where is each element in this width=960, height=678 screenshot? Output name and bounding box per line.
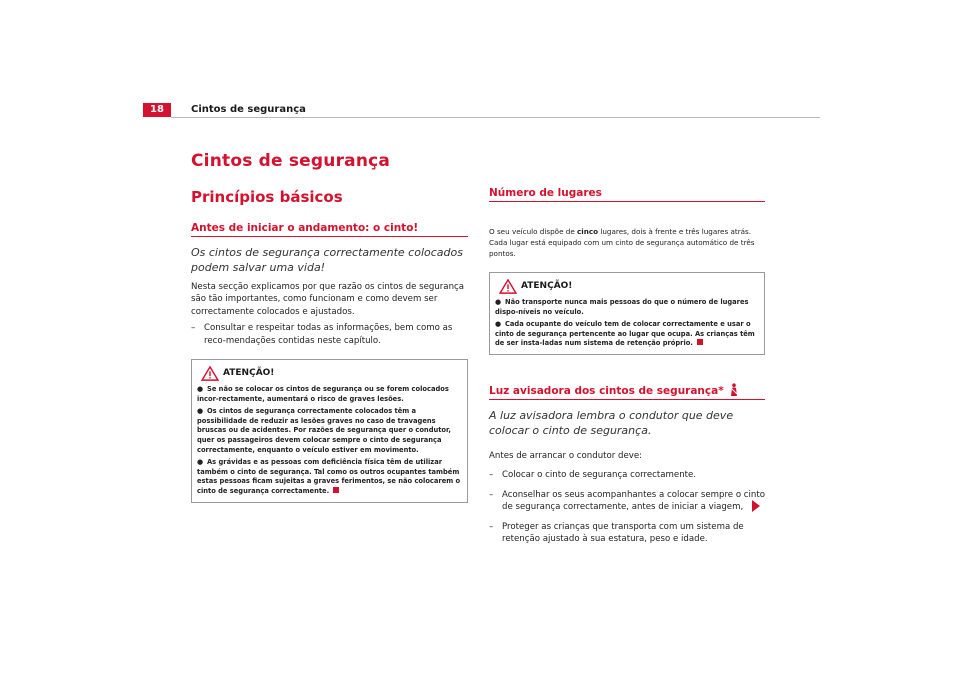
warning-triangle-icon <box>499 279 517 294</box>
warning-header <box>197 364 461 382</box>
step-dash: – <box>489 521 494 532</box>
warning-item <box>495 298 758 317</box>
warning-header <box>495 277 758 295</box>
section-lead: Os cintos de segurança correctamente colocados podem salvar uma vida! <box>191 246 463 274</box>
bullet-icon: ● <box>197 458 204 467</box>
instruction-step <box>489 521 765 546</box>
section-heading-belt-warning <box>489 383 765 400</box>
warning-item <box>197 385 461 404</box>
running-title: Cintos de segurança <box>191 104 306 115</box>
next-page-arrow-icon <box>752 500 760 512</box>
warning-label: ATENÇÃO! <box>521 281 573 291</box>
step-dash: – <box>489 470 494 481</box>
step-text: Proteger as crianças que transporta com um sistema de retenção ajustado à sua estatura, peso e idade. <box>502 521 744 544</box>
seats-body-pre: O seu veículo dispõe de <box>489 227 578 236</box>
header-divider <box>171 117 820 118</box>
belt-warning-heading-text: Luz avisadora dos cintos de segurança* <box>489 384 724 397</box>
instruction-step <box>489 489 765 514</box>
section-end-icon <box>697 339 703 345</box>
warning-item <box>495 320 758 349</box>
instruction-step <box>489 469 765 481</box>
section-body: Nesta secção explicamos por que razão os cintos de segurança são tão importantes, como funcionam e como devem ser correctamente colocados e ajustados. <box>191 282 465 317</box>
warning-item-text: Não transporte nunca mais pessoas do que o número de lugares dispo-níveis no veículo. <box>495 298 749 316</box>
step-text: Colocar o cinto de segurança correctamente. <box>502 470 697 481</box>
step-dash: – <box>191 323 196 334</box>
bullet-icon: ● <box>495 298 502 306</box>
warning-item-text: As grávidas e as pessoas com deficiência física têm de utilizar também o cinto de segurança. Tal como os outros ocupantes também estas pessoas ficam sujeitas a graves ferimentos, se não colocarem o cinto de segurança correctamente. <box>197 458 461 495</box>
seats-count: cinco <box>577 227 599 236</box>
section-heading-start: Antes de iniciar o andamento: o cinto! <box>191 222 468 237</box>
bullet-icon: ● <box>197 407 204 416</box>
bullet-icon: ● <box>495 320 502 329</box>
instruction-step <box>191 322 468 347</box>
warning-item <box>197 407 461 455</box>
seats-body <box>489 226 765 259</box>
seatbelt-warning-icon <box>728 383 740 397</box>
right-column <box>489 187 765 545</box>
belt-warning-lead: A luz avisadora lembra o condutor que deve colocar o cinto de segurança. <box>489 408 734 437</box>
step-text: Consultar e respeitar todas as informações, bem como as reco-mendações contidas neste capítulo. <box>204 323 453 346</box>
step-dash: – <box>489 489 494 500</box>
warning-item-text: Cada ocupante do veículo tem de colocar correctamente e usar o cinto de segurança pertencente ao lugar que ocupa. As crianças têm de ser insta-ladas num sistema de retenção próprio. <box>495 320 755 348</box>
page-number: 18 <box>143 103 171 117</box>
section-end-icon <box>333 487 339 493</box>
seats-body-post: lugares, dois à frente e três lugares atrás. Cada lugar está equipado com um cinto de segurança automático de três pontos. <box>489 227 755 258</box>
warning-box <box>191 359 468 503</box>
warning-item <box>197 458 461 496</box>
belt-warning-intro: Antes de arrancar o condutor deve: <box>489 450 643 461</box>
warning-triangle-icon <box>201 366 219 381</box>
warning-box <box>489 272 765 355</box>
warning-label: ATENÇÃO! <box>223 368 275 379</box>
warning-item-text: Os cintos de segurança correctamente colocados têm a possibilidade de reduzir as lesões graves no caso de travagens bruscas ou de acidentes. Por razões de segurança quer o condutor, quer os passageiros devem colocar sempre o cinto de segurança correctamente, enquanto o veículo estiver em movimento. <box>197 407 451 454</box>
step-text: Aconselhar os seus acompanhantes a colocar sempre o cinto de segurança correctamente, antes de iniciar a viagem, <box>502 489 765 513</box>
chapter-subtitle: Princípios básicos <box>191 188 343 206</box>
bullet-icon: ● <box>197 385 204 394</box>
left-column <box>191 222 468 503</box>
chapter-title: Cintos de segurança <box>191 151 391 171</box>
section-heading-seats: Número de lugares <box>489 187 765 202</box>
warning-item-text: Se não se colocar os cintos de segurança ou se forem colocados incor-rectamente, aumentará o risco de graves lesões. <box>197 385 449 403</box>
